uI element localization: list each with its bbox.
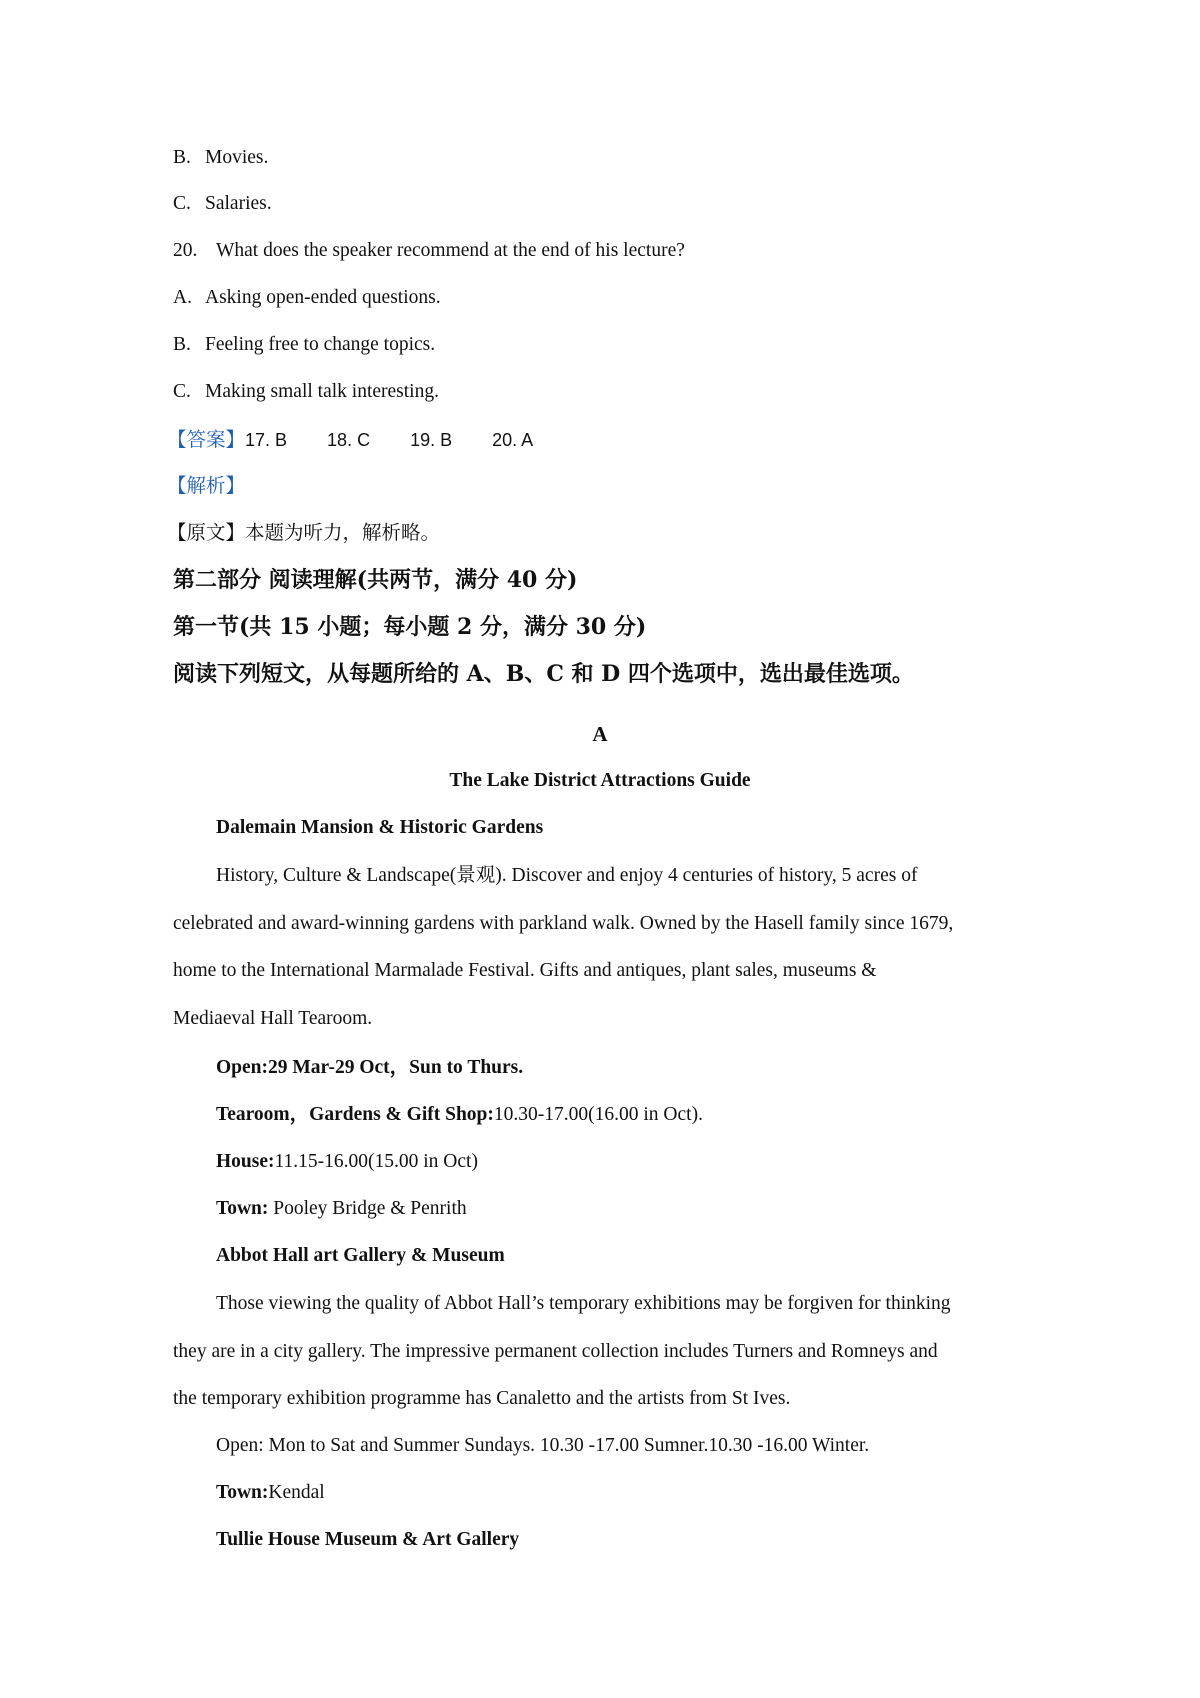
- part2-heading: 第二部分 阅读理解(共两节，满分 40 分): [173, 567, 578, 593]
- description-line: Mediaeval Hall Tearoom.: [173, 1007, 373, 1029]
- description-line: home to the International Marmalade Festival. Gifts and antiques, plant sales, museums &: [173, 960, 877, 981]
- q20-option-b: [173, 331, 1050, 359]
- option-letter: C.: [173, 381, 191, 402]
- attraction-name: Tullie House Museum & Art Gallery: [216, 1529, 520, 1550]
- original-label: 【原文】: [167, 523, 246, 544]
- answer-item: 17. B: [245, 430, 288, 450]
- answer-item: 20. A: [492, 430, 534, 450]
- answer-label: 【答案】: [167, 430, 246, 451]
- option-letter: A.: [173, 287, 192, 308]
- description-line: celebrated and award-winning gardens with parkland walk. Owned by the Hasell family since 1679,: [173, 912, 954, 934]
- answer-item: 18. C: [327, 430, 371, 450]
- option-text: Making small talk interesting.: [205, 381, 439, 402]
- original-text-line: [167, 520, 1050, 548]
- attraction-name: Dalemain Mansion & Historic Gardens: [216, 817, 544, 838]
- house-value: 11.15-16.00(15.00 in Oct): [274, 1151, 478, 1172]
- town-line: [216, 1479, 1050, 1507]
- town-value: Pooley Bridge & Penrith: [268, 1198, 467, 1219]
- tearoom-value: 10.30-17.00(16.00 in Oct).: [493, 1104, 703, 1125]
- option-text: Asking open-ended questions.: [205, 287, 441, 308]
- q20-option-c: [173, 378, 1050, 406]
- option-letter: B.: [173, 334, 191, 355]
- house-label: House:: [216, 1151, 275, 1172]
- description-line: the temporary exhibition programme has Canaletto and the artists from St Ives.: [173, 1388, 791, 1409]
- option-text: Feeling free to change topics.: [205, 334, 436, 355]
- question-number: 20.: [173, 240, 198, 261]
- attraction-description: [173, 1280, 1043, 1423]
- original-text: 本题为听力，解析略。: [245, 523, 441, 544]
- q19-option-c: [173, 190, 1050, 218]
- question-text: What does the speaker recommend at the end of his lecture?: [216, 240, 685, 261]
- town-label: Town:: [216, 1198, 269, 1219]
- answer-item: 19. B: [410, 430, 453, 450]
- town-label: Town:: [216, 1482, 269, 1503]
- description-line: History, Culture & Landscape(景观). Discover and enjoy 4 centuries of history, 5 acres of: [216, 865, 918, 886]
- passage-title: The Lake District Attractions Guide: [449, 770, 751, 791]
- attraction-name: Abbot Hall art Gallery & Museum: [216, 1245, 505, 1266]
- q20-option-a: [173, 284, 1050, 312]
- question-20: [173, 237, 1050, 265]
- tearoom-label: Tearoom，Gardens & Gift Shop:: [216, 1104, 494, 1125]
- passage-letter: A: [592, 722, 608, 746]
- open-hours: Open: Mon to Sat and Summer Sundays. 10.30 -17.00 Sumner.10.30 -16.00 Winter.: [216, 1435, 870, 1456]
- town-line: [216, 1195, 1050, 1223]
- analysis-label: 【解析】: [167, 476, 246, 497]
- house-hours: [216, 1148, 1050, 1176]
- open-hours: Open:29 Mar-29 Oct，Sun to Thurs.: [216, 1057, 524, 1078]
- option-letter: C.: [173, 193, 191, 214]
- description-line: Those viewing the quality of Abbot Hall’s temporary exhibitions may be forgiven for thinking: [216, 1293, 951, 1314]
- option-text: Salaries.: [205, 193, 272, 214]
- description-line: they are in a city gallery. The impressive permanent collection includes Turners and Romneys and: [173, 1340, 938, 1362]
- q19-option-b: [173, 144, 1050, 172]
- option-letter: B.: [173, 147, 191, 168]
- answer-row: [167, 426, 1050, 455]
- tearoom-hours: [216, 1101, 1050, 1129]
- section1-heading: 第一节(共 15 小题；每小题 2 分，满分 30 分): [173, 614, 647, 640]
- attraction-description: [173, 852, 1043, 1042]
- town-value: Kendal: [268, 1482, 325, 1503]
- option-text: Movies.: [205, 147, 269, 168]
- reading-instruction: 阅读下列短文，从每题所给的 A、B、C 和 D 四个选项中，选出最佳选项。: [173, 661, 914, 687]
